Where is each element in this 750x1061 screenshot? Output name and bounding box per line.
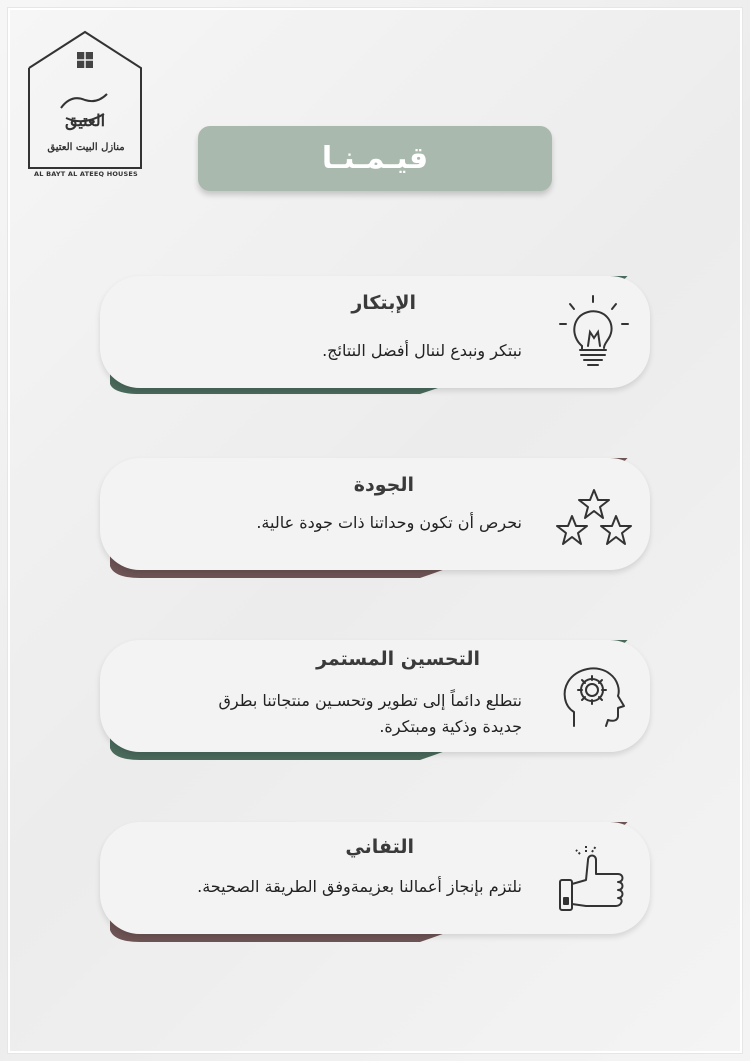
value-heading: الجودة [353,474,414,496]
svg-text:العتيق: العتيق [64,111,106,130]
value-description: نحرص أن تكون وحداتنا ذات جودة عالية. [256,513,522,532]
value-heading: التفاني [345,836,414,858]
card-body [100,640,650,752]
card-body [100,276,650,388]
card-body [100,822,650,934]
value-card-innovation [100,276,650,388]
value-description [218,688,522,740]
logo-english-name: AL BAYT AL ATEEQ HOUSES [34,170,138,178]
value-heading: الإبتكار [351,292,416,314]
head-gear-icon [552,652,636,736]
value-description: نلتزم بإنجاز أعمالنا بعزيمةوفق الطريقة الصحيحة. [197,877,522,896]
logo-arabic-name: منازل البيت العتيق [47,142,125,153]
thumbs-up-icon [552,834,636,918]
value-card-quality [100,458,650,570]
card-body [100,458,650,570]
value-description-line: نتطلع دائماً إلى تطوير وتحسـين منتجاتنا بطرق [218,691,522,710]
value-description: نبتكر ونبدع لننال أفضل النتائج. [322,341,522,360]
lightbulb-icon [552,288,636,372]
value-card-dedication [100,822,650,934]
value-heading: التحسين المستمر [316,648,480,670]
page-title: قيـمـنـا [321,141,429,176]
value-card-continuous-improvement [100,640,650,752]
three-stars-icon [552,470,636,554]
page-title-banner [198,126,552,191]
value-description-line: جديدة وذكية ومبتكرة. [379,717,522,736]
company-logo [26,30,144,178]
